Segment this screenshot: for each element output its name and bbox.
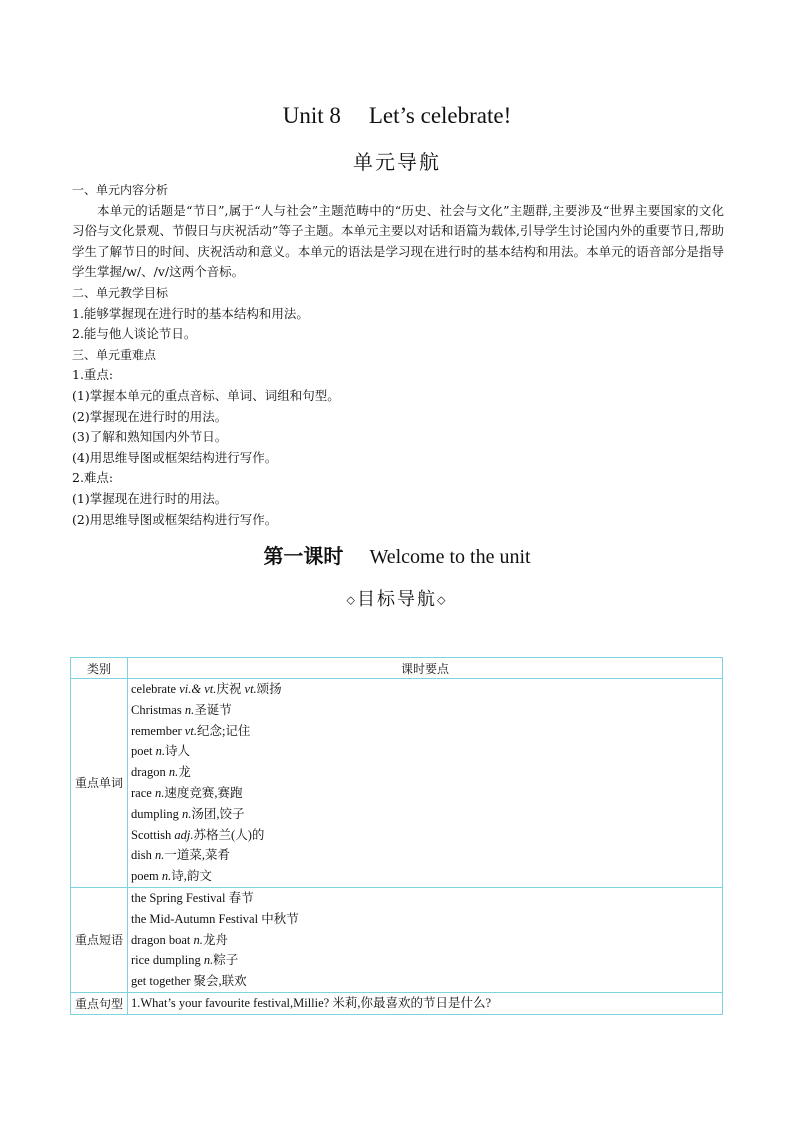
vocab-line: [131, 721, 719, 742]
vocab-line: [131, 993, 719, 1014]
category-cell: 重点单词: [71, 679, 128, 888]
vocab-word: remember: [131, 723, 185, 738]
lesson-title: [0, 540, 794, 569]
vocab-meaning: 诗人: [165, 744, 191, 759]
vocab-line: [131, 845, 719, 866]
vocab-line: [131, 825, 719, 846]
vocab-line: [131, 909, 719, 930]
lesson-name: Welcome to the unit: [369, 546, 531, 568]
vocab-meaning: 一道菜,菜肴: [164, 848, 230, 863]
vocab-word: poem: [131, 869, 162, 884]
vocab-pos: n.: [155, 744, 166, 759]
table-row-words: [71, 679, 723, 888]
objective-item: 1.能够掌握现在进行时的基本结构和用法。: [72, 305, 309, 321]
key-point-item: (4)用思维导图或框架结构进行写作。: [72, 449, 278, 465]
vocab-meaning: 汤团,饺子: [191, 806, 245, 821]
vocab-meaning: 龙: [178, 765, 191, 780]
vocab-line: [131, 700, 719, 721]
vocab-pos: adj.: [174, 827, 194, 842]
vocab-line: [131, 971, 719, 992]
vocab-pos: n.: [203, 953, 214, 968]
diamond-icon: ◇: [437, 593, 448, 607]
vocab-meaning: 速度竞赛,赛跑: [164, 785, 243, 800]
vocab-line: [131, 741, 719, 762]
goal-nav-heading: [0, 585, 794, 611]
key-point-item: (1)掌握本单元的重点音标、单词、词组和句型。: [72, 387, 340, 403]
vocab-word: rice dumpling: [131, 953, 204, 968]
points-cell: [128, 679, 723, 888]
vocab-line: [131, 866, 719, 887]
key-points-label: 1.重点:: [72, 367, 114, 383]
vocab-word: the Mid-Autumn Festival: [131, 911, 262, 926]
vocab-pos: n.: [193, 932, 203, 947]
vocab-meaning: 龙舟: [202, 932, 228, 947]
vocab-meaning: 聚会,联欢: [193, 974, 247, 989]
vocab-word: dish: [131, 848, 155, 863]
key-points-table: [70, 657, 723, 1015]
lesson-number: 第一课时: [263, 544, 344, 568]
unit-number: Unit 8: [282, 103, 341, 128]
vocab-meaning: 苏格兰(人)的: [193, 827, 265, 842]
difficult-point-item: (1)掌握现在进行时的用法。: [72, 490, 228, 506]
vocab-pos: n.: [168, 765, 179, 780]
vocab-meaning: 粽子: [213, 953, 239, 968]
difficult-point-item: (2)用思维导图或框架结构进行写作。: [72, 511, 278, 527]
vocab-line: [131, 804, 719, 825]
key-point-item: (3)了解和熟知国内外节日。: [72, 429, 228, 445]
vocab-pos2: vt.: [244, 682, 257, 696]
vocab-meaning: 米莉,你最喜欢的节日是什么?: [332, 995, 492, 1010]
vocab-word: the Spring Festival: [131, 890, 229, 905]
key-point-item: (2)掌握现在进行时的用法。: [72, 408, 228, 424]
vocab-word: celebrate: [131, 682, 180, 696]
category-cell: 重点短语: [71, 887, 128, 992]
vocab-word: Scottish: [131, 827, 175, 842]
vocab-pos: n.: [161, 869, 172, 884]
header-points: 课时要点: [128, 658, 723, 679]
vocab-meaning: 圣诞节: [194, 702, 232, 717]
table-header-row: [71, 658, 723, 679]
vocab-meaning: 纪念;记住: [196, 723, 251, 738]
unit-nav-title: 单元导航: [353, 150, 441, 174]
objective-item: 2.能与他人谈论节日。: [72, 326, 197, 342]
diamond-icon: ◇: [346, 593, 357, 607]
header-category: 类别: [71, 658, 128, 679]
vocab-pos: n.: [184, 702, 195, 717]
vocab-word: dragon: [131, 765, 169, 780]
vocab-line: [131, 930, 719, 951]
vocab-meaning: 诗,韵文: [171, 869, 212, 884]
vocab-word: 1.What’s your favourite festival,Millie?: [131, 995, 333, 1010]
vocab-line: [131, 762, 719, 783]
vocab-pos: vi.& vt.: [179, 682, 217, 696]
category-cell: 重点句型: [71, 992, 128, 1014]
vocab-pos: vt.: [184, 723, 197, 738]
unit-name: Let’s celebrate!: [368, 103, 512, 128]
table-row-sentences: [71, 992, 723, 1014]
vocab-meaning: 庆祝: [216, 682, 245, 696]
section-heading: 二、单元教学目标: [72, 285, 169, 300]
vocab-line: [131, 679, 719, 700]
vocab-pos: n.: [154, 785, 165, 800]
points-cell: [128, 992, 723, 1014]
unit-title: [0, 103, 794, 129]
section-heading: 一、单元内容分析: [72, 183, 169, 197]
vocab-word: get together: [131, 974, 194, 989]
vocab-pos: n.: [154, 848, 165, 863]
vocab-meaning2: 颂扬: [256, 682, 282, 696]
content-analysis-paragraph: 本单元的话题是“节日”,属于“人与社会”主题范畴中的“历史、社会与文化”主题群,主要涉及“世界主要国家的文化习俗与文化景观、节假日与庆祝活动”等子主题。本单元主要以对话和语篇为载体,引导学生讨论国内外的重要节日,帮助学生了解节日的时间、庆祝活动和意义。本单元的语法是学习现在进行时的基本结构和用法。本单元的语音部分是指导学生掌握/w/、/v/这两个音标。: [72, 202, 724, 280]
difficult-points-label: 2.难点:: [72, 470, 114, 486]
vocab-meaning: 春节: [228, 890, 254, 905]
table-row-phrases: [71, 887, 723, 992]
vocab-line: [131, 888, 719, 909]
vocab-line: [131, 783, 719, 804]
vocab-meaning: 中秋节: [261, 911, 299, 926]
section-heading: 三、单元重难点: [72, 347, 157, 362]
points-cell: [128, 887, 723, 992]
unit-overview: [72, 180, 724, 530]
vocab-word: dumpling: [131, 806, 183, 821]
vocab-word: race: [131, 785, 155, 800]
vocab-line: [131, 950, 719, 971]
goal-nav-text: 目标导航: [357, 589, 437, 610]
vocab-word: dragon boat: [131, 932, 194, 947]
vocab-word: Christmas: [131, 702, 185, 717]
vocab-word: poet: [131, 744, 156, 759]
vocab-pos: n.: [182, 806, 192, 821]
